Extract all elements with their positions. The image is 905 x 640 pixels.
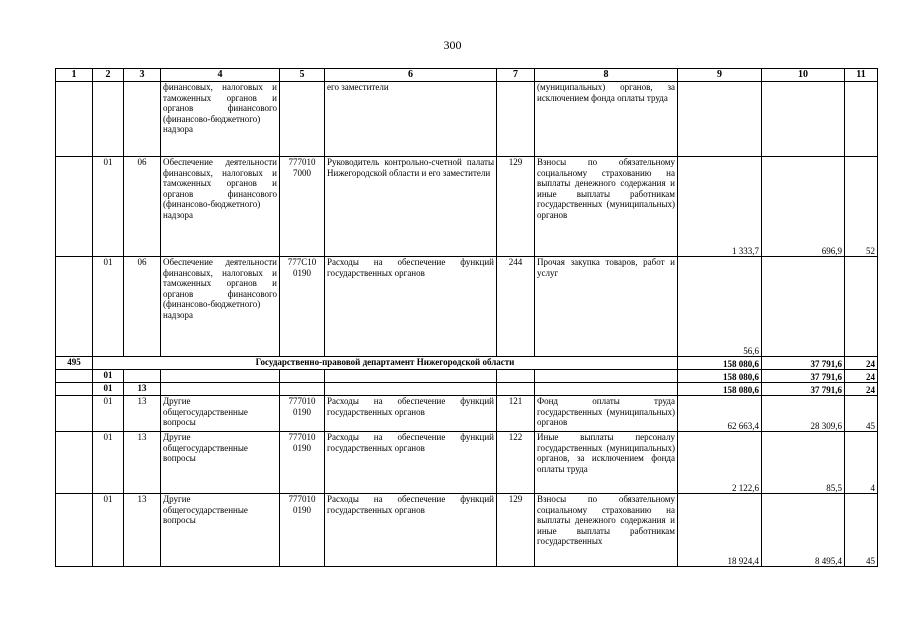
table-cell: Взносы по обязательному социальному страхованию на выплаты денежного содержания и иные выплаты работникам государственных (муниципальных) органов bbox=[535, 157, 678, 257]
table-cell bbox=[124, 370, 161, 383]
table-cell: Расходы на обеспечение функций государственных органов bbox=[325, 257, 497, 357]
table-cell: 129 bbox=[497, 157, 535, 257]
table-cell: 18 924,4 bbox=[678, 494, 762, 567]
table-row bbox=[56, 396, 878, 432]
table-cell: 13 bbox=[124, 396, 161, 432]
department-code: 495 bbox=[56, 357, 93, 370]
table-cell: 37 791,6 bbox=[762, 370, 845, 383]
table-cell: 62 663,4 bbox=[678, 396, 762, 432]
table-cell: 122 bbox=[497, 432, 535, 494]
table-cell: 777010 0190 bbox=[280, 494, 325, 567]
table-cell bbox=[280, 383, 325, 396]
table-cell: Взносы по обязательному социальному страхованию на выплаты денежного содержания и иные выплаты работникам государственных bbox=[535, 494, 678, 567]
table-cell: 777010 0190 bbox=[280, 432, 325, 494]
table-cell: Иные выплаты персоналу государственных (муниципальных) органов, за исключением фонда оплаты труда bbox=[535, 432, 678, 494]
table-cell: 45 bbox=[845, 494, 878, 567]
table-cell: Обеспечение деятельности финансовых, налоговых и таможенных органов и органов финансового (финансово-бюджетного) надзора bbox=[161, 257, 280, 357]
col-header: 4 bbox=[161, 69, 280, 82]
table-cell: 85,5 bbox=[762, 432, 845, 494]
table-cell: 01 bbox=[93, 432, 124, 494]
table-cell: 244 bbox=[497, 257, 535, 357]
table-cell: 158 080,6 bbox=[678, 383, 762, 396]
table-cell bbox=[56, 383, 93, 396]
table-cell: 777010 0190 bbox=[280, 396, 325, 432]
subsection-row bbox=[56, 383, 878, 396]
col-header: 9 bbox=[678, 69, 762, 82]
table-cell bbox=[845, 257, 878, 357]
table-cell bbox=[535, 383, 678, 396]
table-cell bbox=[93, 82, 124, 157]
table-cell: финансовых, налоговых и таможенных органов и органов финансового (финансово-бюджетного) надзора bbox=[161, 82, 280, 157]
table-cell: 01 bbox=[93, 157, 124, 257]
table-cell: Другие общегосударственные вопросы bbox=[161, 494, 280, 567]
page-number: 300 bbox=[443, 38, 462, 52]
table-cell bbox=[762, 82, 845, 157]
department-name: Государственно-правовой департамент Нижегородской области bbox=[93, 357, 678, 370]
table-cell: (муниципальных) органов, за исключением фонда оплаты труда bbox=[535, 82, 678, 157]
table-cell: 1 333,7 bbox=[678, 157, 762, 257]
department-row bbox=[56, 357, 878, 370]
table-cell bbox=[845, 82, 878, 157]
table-row bbox=[56, 494, 878, 567]
table-cell: 13 bbox=[124, 432, 161, 494]
table-cell bbox=[535, 370, 678, 383]
table-cell: Прочая закупка товаров, работ и услуг bbox=[535, 257, 678, 357]
table-cell: 129 bbox=[497, 494, 535, 567]
table-cell: 45 bbox=[845, 396, 878, 432]
table-cell bbox=[124, 82, 161, 157]
table-cell bbox=[56, 370, 93, 383]
table-cell: 158 080,6 bbox=[678, 370, 762, 383]
table-cell: его заместители bbox=[325, 82, 497, 157]
table-cell: Фонд оплаты труда государственных (муниципальных) органов bbox=[535, 396, 678, 432]
table-cell bbox=[678, 82, 762, 157]
table-cell bbox=[325, 370, 497, 383]
table-cell: 24 bbox=[845, 383, 878, 396]
table-cell: Расходы на обеспечение функций государственных органов bbox=[325, 396, 497, 432]
col-header: 5 bbox=[280, 69, 325, 82]
table-cell bbox=[56, 432, 93, 494]
table-cell bbox=[56, 157, 93, 257]
table-cell bbox=[280, 370, 325, 383]
table-cell: 01 bbox=[93, 370, 124, 383]
header-row bbox=[56, 69, 878, 82]
table-cell: 52 bbox=[845, 157, 878, 257]
table-cell bbox=[497, 370, 535, 383]
table-cell: 8 495,4 bbox=[762, 494, 845, 567]
table-cell bbox=[280, 82, 325, 157]
table-cell bbox=[161, 383, 280, 396]
table-cell: 24 bbox=[845, 357, 878, 370]
table-cell: 158 080,6 bbox=[678, 357, 762, 370]
section-row bbox=[56, 370, 878, 383]
table-cell: 696,9 bbox=[762, 157, 845, 257]
table-cell: 01 bbox=[93, 396, 124, 432]
col-header: 6 bbox=[325, 69, 497, 82]
table-cell: 56,6 bbox=[678, 257, 762, 357]
table-row bbox=[56, 157, 878, 257]
table-row bbox=[56, 82, 878, 157]
table-cell: 13 bbox=[124, 383, 161, 396]
table-cell bbox=[56, 396, 93, 432]
col-header: 2 bbox=[93, 69, 124, 82]
table-cell: 28 309,6 bbox=[762, 396, 845, 432]
col-header: 7 bbox=[497, 69, 535, 82]
table-cell: 121 bbox=[497, 396, 535, 432]
table-cell: 37 791,6 bbox=[762, 383, 845, 396]
table-cell: 01 bbox=[93, 257, 124, 357]
table-cell: 01 bbox=[93, 494, 124, 567]
table-cell: Расходы на обеспечение функций государственных органов bbox=[325, 432, 497, 494]
col-header: 11 bbox=[845, 69, 878, 82]
table-cell: Расходы на обеспечение функций государственных органов bbox=[325, 494, 497, 567]
table-cell bbox=[56, 82, 93, 157]
table-cell: 4 bbox=[845, 432, 878, 494]
table-cell: 01 bbox=[93, 383, 124, 396]
table-cell: Другие общегосударственные вопросы bbox=[161, 396, 280, 432]
table-cell bbox=[497, 82, 535, 157]
table-cell: Другие общегосударственные вопросы bbox=[161, 432, 280, 494]
table-cell: 777010 7000 bbox=[280, 157, 325, 257]
col-header: 8 bbox=[535, 69, 678, 82]
table-cell: 13 bbox=[124, 494, 161, 567]
col-header: 10 bbox=[762, 69, 845, 82]
table-cell bbox=[161, 370, 280, 383]
table-cell bbox=[762, 257, 845, 357]
table-cell: 37 791,6 bbox=[762, 357, 845, 370]
table-cell bbox=[56, 494, 93, 567]
col-header: 1 bbox=[56, 69, 93, 82]
table-cell: 06 bbox=[124, 257, 161, 357]
table-cell bbox=[325, 383, 497, 396]
table-cell: Обеспечение деятельности финансовых, налоговых и таможенных органов и органов финансового (финансово-бюджетного) надзора bbox=[161, 157, 280, 257]
table-cell: 24 bbox=[845, 370, 878, 383]
table-cell: Руководитель контрольно-счетной палаты Нижегородской области и его заместители bbox=[325, 157, 497, 257]
col-header: 3 bbox=[124, 69, 161, 82]
table-cell bbox=[56, 257, 93, 357]
table-cell: 06 bbox=[124, 157, 161, 257]
table-row bbox=[56, 257, 878, 357]
table-cell: 2 122,6 bbox=[678, 432, 762, 494]
budget-table bbox=[55, 68, 878, 567]
table-cell bbox=[497, 383, 535, 396]
table-cell: 777С10 0190 bbox=[280, 257, 325, 357]
table-row bbox=[56, 432, 878, 494]
